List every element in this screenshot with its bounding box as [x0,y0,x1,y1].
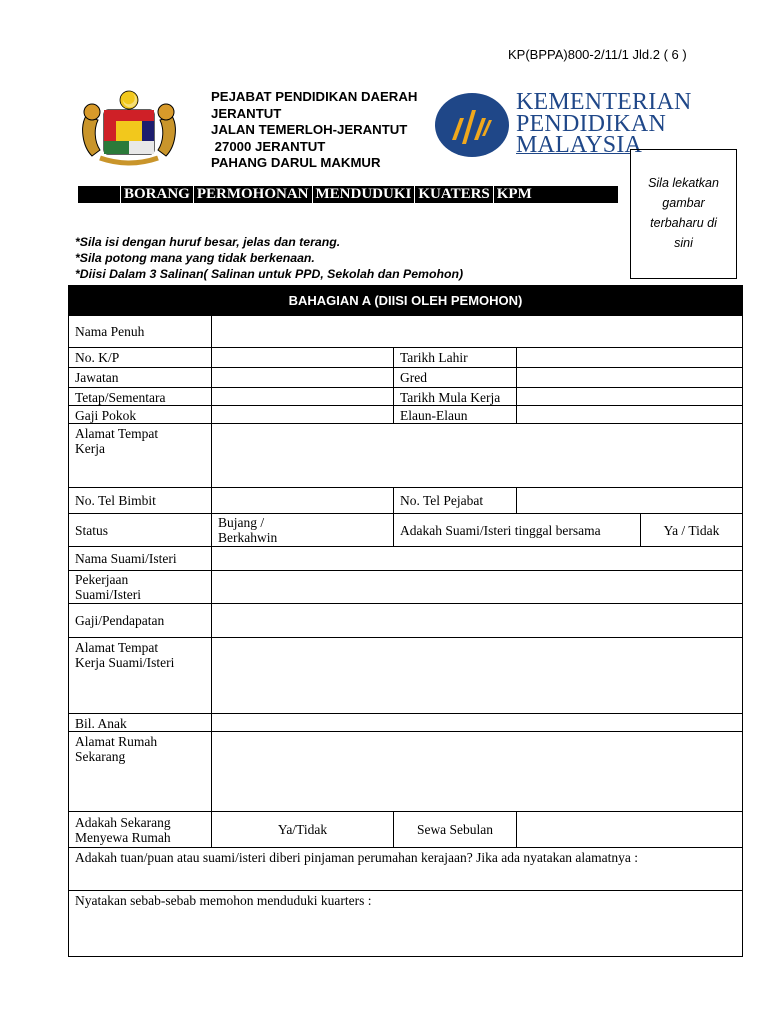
gaji-pendapatan-input[interactable] [212,604,743,638]
kpm-logo [434,92,510,158]
status-option-berkahwin[interactable]: Berkahwin [218,530,278,545]
instruction-line: *Diisi Dalam 3 Salinan( Salinan untuk PPD, Sekolah dan Pemohon) [75,267,464,281]
nama-penuh-input[interactable] [212,316,743,348]
address-line: PAHANG DARUL MAKMUR [211,155,381,170]
section-header: BAHAGIAN A (DIISI OLEH PEMOHON) [69,286,743,316]
ministry-line: PENDIDIKAN [516,110,666,137]
field-label [69,571,212,604]
field-label [69,638,212,714]
label-line: Alamat Rumah [75,734,158,749]
bil-anak-input[interactable] [212,714,743,732]
label-line: Kerja Suami/Isteri [75,655,175,670]
field-label: Tetap/Sementara [69,388,212,406]
tel-pejabat-input[interactable] [517,488,743,514]
sebab-question: Nyatakan sebab-sebab memohon menduduki kuarters : [69,891,743,957]
label-line: Adakah Sekarang [75,814,171,830]
gaji-pokok-input[interactable] [212,406,394,424]
instruction-line: *Sila potong mana yang tidak berkenaan. [75,251,315,265]
field-label [69,732,212,812]
ministry-line: MALAYSIA [516,132,643,158]
label-line: Suami/Isteri [75,587,141,602]
label-line: Kerja [75,441,105,456]
gred-input[interactable] [517,368,743,388]
tinggal-bersama-options[interactable]: Ya / Tidak [641,514,743,547]
field-label: No. Tel Bimbit [69,488,212,514]
field-label: Gaji Pokok [69,406,212,424]
photo-box [630,149,737,279]
field-label: Nama Penuh [69,316,212,348]
pekerjaan-suami-isteri-input[interactable] [212,571,743,604]
field-label: Adakah Suami/Isteri tinggal bersama [394,514,641,547]
elaun-input[interactable] [517,406,743,424]
tarikh-lahir-input[interactable] [517,348,743,368]
tel-bimbit-input[interactable] [212,488,394,514]
instruction-line: *Sila isi dengan huruf besar, jelas dan terang. [75,235,341,249]
form-title [78,186,618,203]
office-address [211,89,417,172]
title-word: BORANG [120,186,193,203]
instructions [75,234,463,282]
photo-box-text: Sila lekatkan [648,176,719,190]
field-label: Status [69,514,212,547]
tarikh-mula-kerja-input[interactable] [517,388,743,406]
field-label: Sewa Sebulan [394,812,517,848]
tetap-sementara-input[interactable] [212,388,394,406]
no-kp-input[interactable] [212,348,394,368]
address-line: 27000 JERANTUT [211,138,326,154]
field-label: No. Tel Pejabat [394,488,517,514]
label-line: Alamat Tempat [75,426,159,441]
address-line: PEJABAT PENDIDIKAN DAERAH [211,89,418,104]
field-label: Tarikh Lahir [394,348,517,368]
reference-number: KP(BPPA)800-2/11/1 Jld.2 ( 6 ) [508,47,687,62]
ministry-underline [516,153,630,154]
title-word: PERMOHONAN [193,186,312,203]
nama-suami-isteri-input[interactable] [212,547,743,571]
label-line: Alamat Tempat [75,640,159,655]
field-label: Elaun-Elaun [394,406,517,424]
field-label: No. K/P [69,348,212,368]
sewa-sebulan-input[interactable] [517,812,743,848]
field-label: Bil. Anak [69,714,212,732]
field-label [69,424,212,488]
field-label: Gaji/Pendapatan [69,604,212,638]
address-line: JERANTUT [211,105,282,121]
photo-box-text: gambar [662,196,705,210]
title-word: MENDUDUKI [312,186,415,203]
field-label: Nama Suami/Isteri [69,547,212,571]
field-label: Jawatan [69,368,212,388]
pinjaman-question: Adakah tuan/puan atau suami/isteri diberi pinjaman perumahan kerajaan? Jika ada nyatakan alamatnya : [69,848,743,891]
field-label [69,812,212,848]
ministry-name [516,89,692,158]
title-word: KPM [493,186,535,203]
ministry-line: KEMENTERIAN [516,89,692,115]
photo-box-text: terbaharu di [650,216,717,230]
alamat-tempat-kerja-input[interactable] [212,424,743,488]
jawatan-input[interactable] [212,368,394,388]
label-line: Pekerjaan [75,572,129,587]
photo-box-text: sini [674,236,693,250]
coat-of-arms-logo [78,86,180,170]
address-line: JALAN TEMERLOH-JERANTUT [211,122,408,137]
menyewa-options[interactable]: Ya/Tidak [212,812,394,848]
application-form-table [68,285,743,957]
field-label: Tarikh Mula Kerja [394,388,517,406]
label-line: Menyewa Rumah [75,829,171,845]
field-label: Gred [394,368,517,388]
alamat-rumah-input[interactable] [212,732,743,812]
label-line: Sekarang [75,749,126,764]
status-options[interactable] [212,514,394,547]
status-option-bujang[interactable]: Bujang / [218,515,265,530]
title-word: KUATERS [414,186,492,203]
alamat-kerja-pasangan-input[interactable] [212,638,743,714]
